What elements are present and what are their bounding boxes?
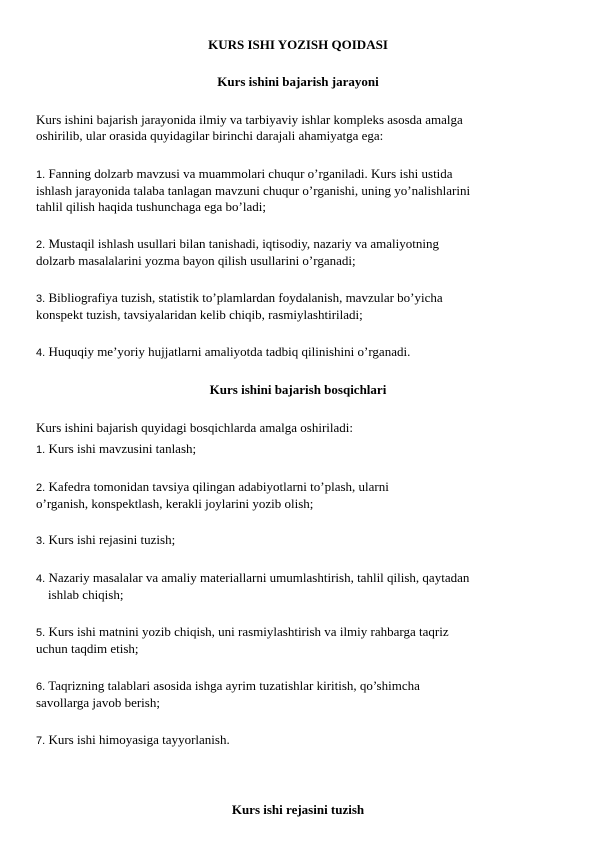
text-line: Nazariy masalalar va amaliy materiallarni umumlashtirish, tahlil qilish, qaytadan: [45, 570, 470, 585]
text-line: o’rganish, konspektlash, kerakli joylarini yozib olish;: [36, 496, 314, 511]
text-line: Fanning dolzarb mavzusi va muammolari chuqur o’rganiladi. Kurs ishi ustida: [45, 166, 453, 181]
list-item: [36, 441, 566, 458]
list-item: [36, 732, 566, 749]
list-number: 7.: [36, 735, 46, 747]
text-line: Taqrizning talablari asosida ishga ayrim tuzatishlar kiritish, qo’shimcha: [45, 678, 420, 693]
text-line: uchun taqdim etish;: [36, 641, 139, 656]
section1-intro: [36, 112, 566, 144]
list-item: [36, 479, 566, 512]
text-line: Kurs ishi himoyasiga tayyorlanish.: [45, 732, 230, 747]
list-number: 2.: [36, 239, 46, 251]
list-number: 4.: [36, 573, 46, 585]
list-number: 3.: [36, 293, 46, 305]
text-line: ishlash jarayonida talaba tanlagan mavzuni chuqur o’rganishi, uning yo’nalishlarini: [36, 183, 471, 198]
text-line: dolzarb masalalarini yozma bayon qilish usullarini o’rganadi;: [36, 253, 356, 268]
list-number: 3.: [36, 535, 46, 547]
text-line: Kurs ishini bajarish quyidagi bosqichlarda amalga oshiriladi:: [36, 420, 353, 435]
section-heading-stages: Kurs ishini bajarish bosqichlari: [209, 382, 387, 397]
section-heading-plan: Kurs ishi rejasini tuzish: [231, 802, 365, 817]
text-line: oshirilib, ular orasida quyidagilar birinchi darajali ahamiyatga ega:: [36, 128, 384, 143]
text-line: konspekt tuzish, tavsiyalaridan kelib chiqib, rasmiylashtiriladi;: [36, 307, 363, 322]
list-item: [36, 236, 566, 269]
list-number: 5.: [36, 627, 46, 639]
text-line: Kurs ishini bajarish jarayonida ilmiy va tarbiyaviy ishlar kompleks asosda amalga: [36, 112, 463, 127]
list-item: [36, 166, 566, 215]
text-line: Huquqiy me’yoriy hujjatlarni amaliyotda tadbiq qilinishini o’rganadi.: [45, 344, 411, 359]
list-item: [36, 532, 566, 549]
section2-intro: [36, 420, 566, 436]
text-line: Kafedra tomonidan tavsiya qilingan adabiyotlarni to’plash, ularni: [45, 479, 389, 494]
section-heading-process: Kurs ishini bajarish jarayoni: [217, 74, 379, 89]
list-item: [36, 344, 566, 361]
list-number: 1.: [36, 169, 46, 181]
text-line: ishlab chiqish;: [48, 587, 124, 602]
list-number: 2.: [36, 482, 46, 494]
text-line: Kurs ishi mavzusini tanlash;: [45, 441, 197, 456]
list-item: [36, 290, 566, 323]
text-line: savollarga javob berish;: [36, 695, 160, 710]
list-number: 6.: [36, 681, 46, 693]
list-item: [36, 570, 566, 603]
text-line: Bibliografiya tuzish, statistik to’plamlardan foydalanish, mavzular bo’yicha: [45, 290, 443, 305]
document-title: KURS ISHI YOZISH QOIDASI: [208, 37, 388, 52]
text-line: tahlil qilish haqida tushunchaga ega bo’ladi;: [36, 199, 266, 214]
text-line: Mustaqil ishlash usullari bilan tanishadi, iqtisodiy, nazariy va amaliyotning: [45, 236, 439, 251]
text-line: Kurs ishi matnini yozib chiqish, uni rasmiylashtirish va ilmiy rahbarga taqriz: [45, 624, 449, 639]
list-number: 4.: [36, 347, 46, 359]
text-line: Kurs ishi rejasini tuzish;: [45, 532, 176, 547]
list-item: [36, 624, 566, 657]
list-item: [36, 678, 566, 711]
list-number: 1.: [36, 444, 46, 456]
